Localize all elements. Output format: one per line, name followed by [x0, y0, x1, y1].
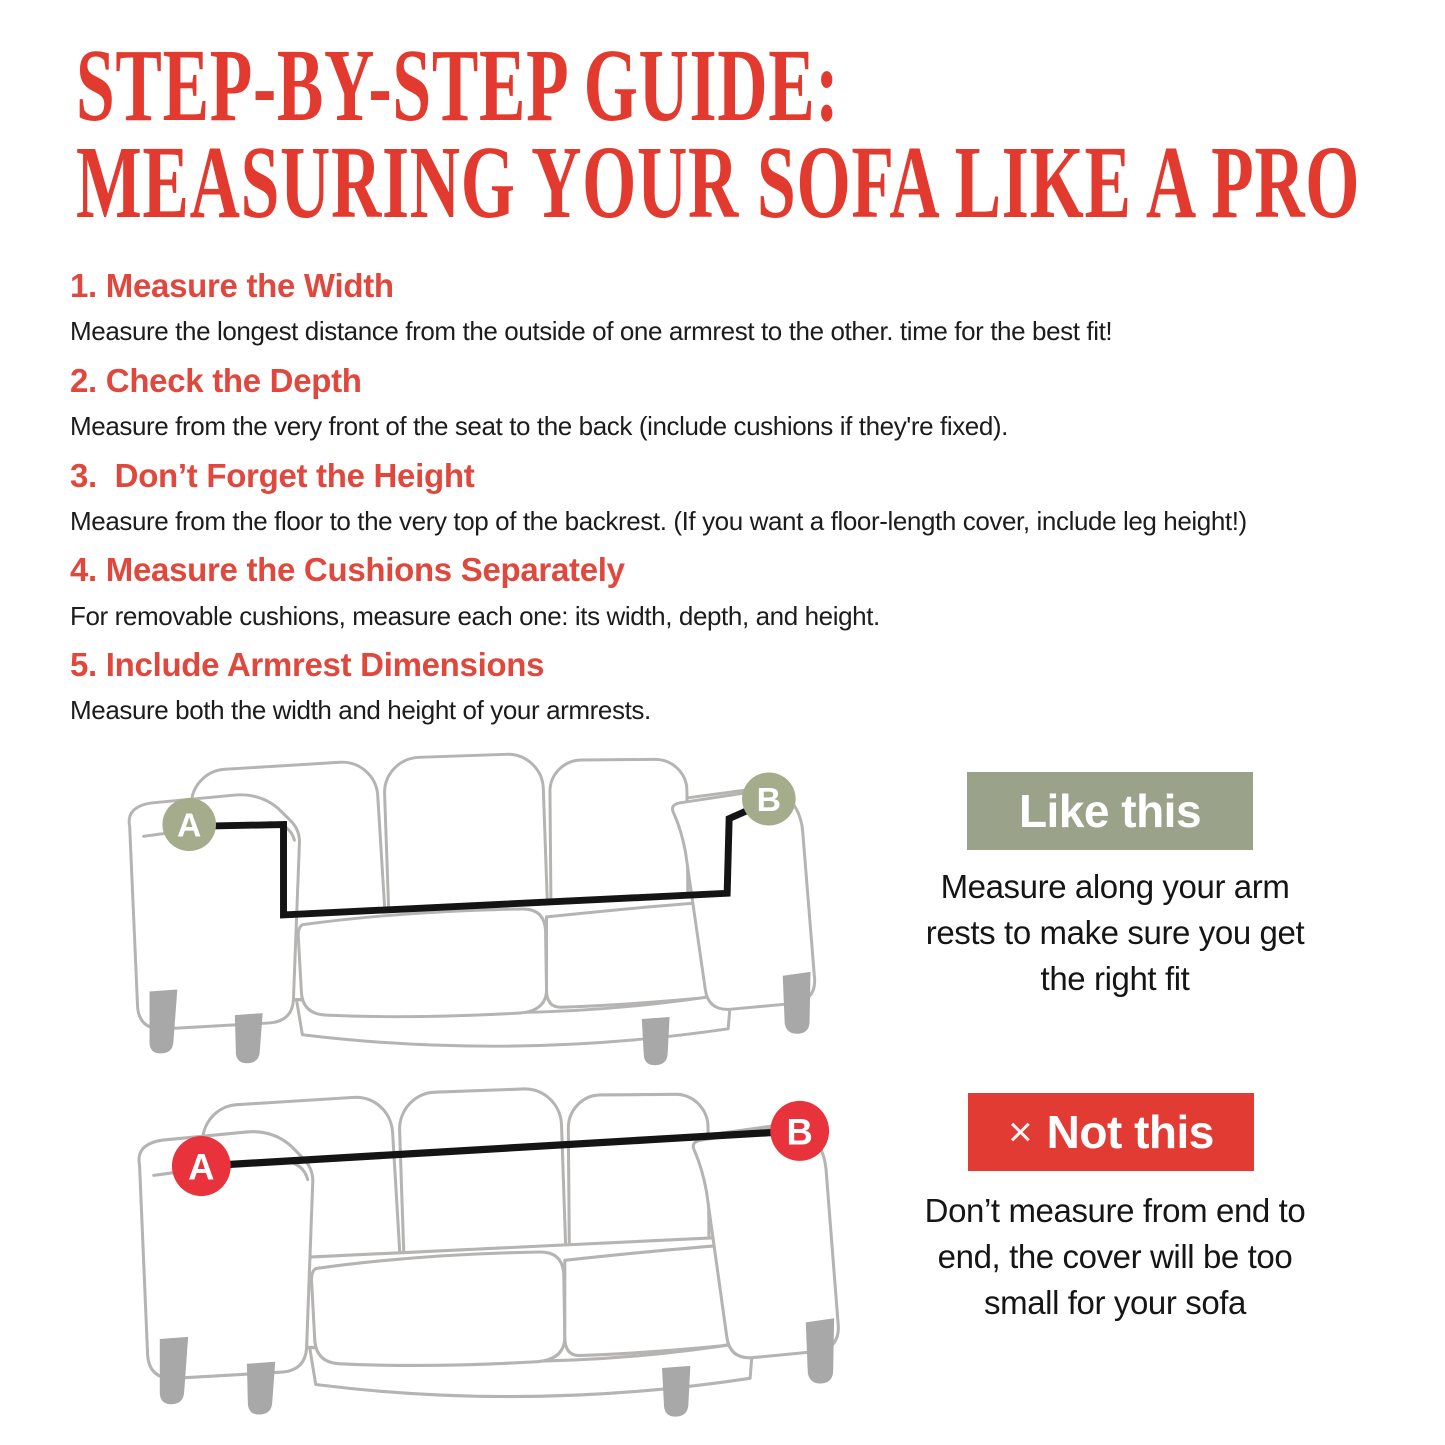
sofa-leg: [247, 1362, 275, 1415]
x-icon: ×: [1008, 1108, 1033, 1155]
sofa-leg: [783, 972, 811, 1034]
like-this-badge-label: Like this: [1018, 785, 1202, 837]
svg-text:A: A: [188, 1146, 215, 1188]
page-title: [76, 28, 1361, 240]
incorrect-caption: Don’t measure from end to end, the cover will be too small for your sofa: [924, 1192, 1306, 1322]
correct-sofa-diagram: [86, 742, 880, 1076]
step-4-heading: 4. Measure the Cushions Separately: [70, 551, 625, 589]
svg-text:B: B: [786, 1110, 813, 1153]
seat-cushion: [298, 909, 546, 1017]
incorrect-sofa-diagram: [95, 1076, 905, 1428]
marker-b: [742, 772, 796, 825]
marker-a: [162, 798, 216, 851]
step-3: [70, 458, 1420, 538]
not-this-badge: [968, 1093, 1254, 1171]
step-2-heading: 2. Check the Depth: [70, 361, 362, 399]
title-line-1: STEP-BY-STEP GUIDE:: [76, 28, 840, 143]
step-5: [70, 647, 1420, 727]
seat-cushion: [312, 1252, 565, 1365]
svg-text:B: B: [756, 781, 782, 819]
sofa-leg: [662, 1366, 690, 1417]
sofa-leg: [642, 1017, 670, 1065]
sofa-leg: [160, 1337, 188, 1404]
step-1-heading: 1. Measure the Width: [70, 267, 394, 304]
step-3-body: Measure from the floor to the very top of the backrest. (If you want a floor-length cover, include leg height!): [70, 505, 1247, 536]
steps-list: [70, 268, 1420, 742]
title-line-2: MEASURING YOUR SOFA LIKE A PRO: [76, 124, 1361, 240]
step-2: [70, 363, 1420, 443]
step-5-heading: 5. Include Armrest Dimensions: [70, 646, 545, 684]
svg-text:A: A: [177, 807, 202, 845]
step-3-heading: 3. Don’t Forget the Height: [70, 456, 475, 494]
marker-b: [770, 1101, 829, 1161]
step-2-body: Measure from the very front of the seat to the back (include cushions if they're fixed).: [70, 411, 1009, 442]
sofa-leg: [235, 1013, 263, 1063]
step-1-body: Measure the longest distance from the outside of one armrest to the other. time for the best fit!: [70, 316, 1113, 347]
like-this-badge: [967, 772, 1253, 850]
not-this-badge-label: Not this: [1046, 1106, 1214, 1158]
step-4: [70, 552, 1420, 632]
step-4-body: For removable cushions, measure each one: its width, depth, and height.: [70, 600, 880, 631]
sofa-leg: [150, 990, 178, 1054]
correct-caption: Measure along your arm rests to make sure you get the right fit: [925, 868, 1305, 998]
step-5-body: Measure both the width and height of your armrests.: [70, 695, 651, 726]
step-1: [70, 268, 1420, 348]
marker-a: [172, 1136, 231, 1196]
sofa-leg: [806, 1318, 834, 1383]
